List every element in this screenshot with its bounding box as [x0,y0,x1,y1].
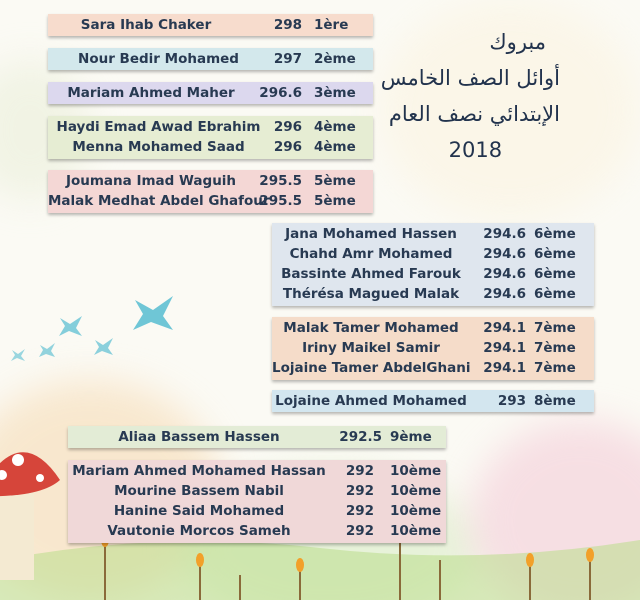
student-score: 298 [273,17,302,33]
table-row [68,461,446,481]
student-score: 294.6 [483,286,526,302]
student-name: Mariam Ahmed Mohamed Hassan [72,463,326,479]
student-rank: 9ème [390,429,432,445]
student-name: Malak Medhat Abdel Ghafour [48,193,270,209]
student-score: 292 [345,463,374,479]
student-score: 296.6 [259,85,302,101]
table-row [272,264,594,284]
table-row [48,14,373,36]
rank-group [272,317,594,380]
student-name: Joumana Imad Waguih [65,173,237,189]
rank-group [68,426,446,448]
student-score: 295.5 [259,193,302,209]
student-score: 292 [345,523,374,539]
student-score: 294.6 [483,266,526,282]
table-row [48,137,373,157]
student-name: Bassinte Ahmed Farouk [281,266,461,282]
rank-group [48,116,373,159]
student-score: 292 [345,483,374,499]
student-name: Vautonie Morcos Sameh [107,523,291,539]
student-rank: 6ème [534,266,576,282]
student-score: 294.6 [483,226,526,242]
table-row [272,358,594,378]
student-score: 294.1 [483,320,526,336]
student-rank: 6ème [534,226,576,242]
table-row [272,318,594,338]
student-name: Hanine Said Mohamed [113,503,285,519]
student-rank: 10ème [390,483,442,499]
student-rank: 8ème [534,393,576,409]
table-row [68,426,446,448]
student-score: 296 [273,139,302,155]
student-score: 293 [497,393,526,409]
title-line-1: مبروك [489,30,546,54]
student-rank: 10ème [390,523,442,539]
student-rank: 4ème [314,139,356,155]
table-row [272,390,594,412]
title-line-3: الإبتدائي نصف العام [388,102,560,126]
student-rank: 6ème [534,246,576,262]
table-row [48,171,373,191]
student-rank: 6ème [534,286,576,302]
rank-group [68,460,446,543]
student-rank: 1ère [314,17,349,33]
table-row [48,48,373,70]
student-name: Menna Mohamed Saad [72,139,245,155]
student-score: 294.1 [483,360,526,376]
table-row [48,191,373,211]
student-name: Chahd Amr Mohamed [289,246,453,262]
student-name: Mariam Ahmed Maher [67,85,235,101]
title-line-2: أوائل الصف الخامس [380,66,560,90]
table-row [272,224,594,244]
student-rank: 10ème [390,503,442,519]
student-rank: 5ème [314,193,356,209]
table-row [68,501,446,521]
student-score: 292 [345,503,374,519]
student-name: Lojaine Tamer AbdelGhani [272,360,471,376]
student-name: Aliaa Bassem Hassen [118,429,280,445]
table-row [68,481,446,501]
student-score: 296 [273,119,302,135]
student-rank: 10ème [390,463,442,479]
student-name: Iriny Maikel Samir [302,340,440,356]
student-rank: 4ème [314,119,356,135]
student-rank: 7ème [534,320,576,336]
bird-icon [11,296,173,361]
student-name: Sara Ihab Chaker [80,17,212,33]
student-rank: 3ème [314,85,356,101]
rank-group [48,14,373,36]
student-name: Haydi Emad Awad Ebrahim [56,119,261,135]
table-row [272,338,594,358]
page-title [380,24,560,168]
table-row [68,521,446,541]
rank-group [48,48,373,70]
title-year: 2018 [448,138,503,162]
rank-group [272,390,594,412]
rank-group [48,170,373,213]
student-score: 292.5 [339,429,382,445]
student-name: Nour Bedir Mohamed [78,51,239,67]
student-name: Malak Tamer Mohamed [283,320,459,336]
table-row [272,244,594,264]
table-row [272,284,594,304]
student-name: Lojaine Ahmed Mohamed [275,393,467,409]
student-score: 295.5 [259,173,302,189]
table-row [48,82,373,104]
student-rank: 5ème [314,173,356,189]
student-rank: 7ème [534,340,576,356]
student-rank: 7ème [534,360,576,376]
rank-group [48,82,373,104]
student-name: Thérésa Magued Malak [282,286,460,302]
student-name: Jana Mohamed Hassen [285,226,457,242]
student-score: 294.1 [483,340,526,356]
student-rank: 2ème [314,51,356,67]
student-score: 297 [273,51,302,67]
student-name: Mourine Bassem Nabil [114,483,284,499]
table-row [48,117,373,137]
rank-group [272,223,594,306]
student-score: 294.6 [483,246,526,262]
